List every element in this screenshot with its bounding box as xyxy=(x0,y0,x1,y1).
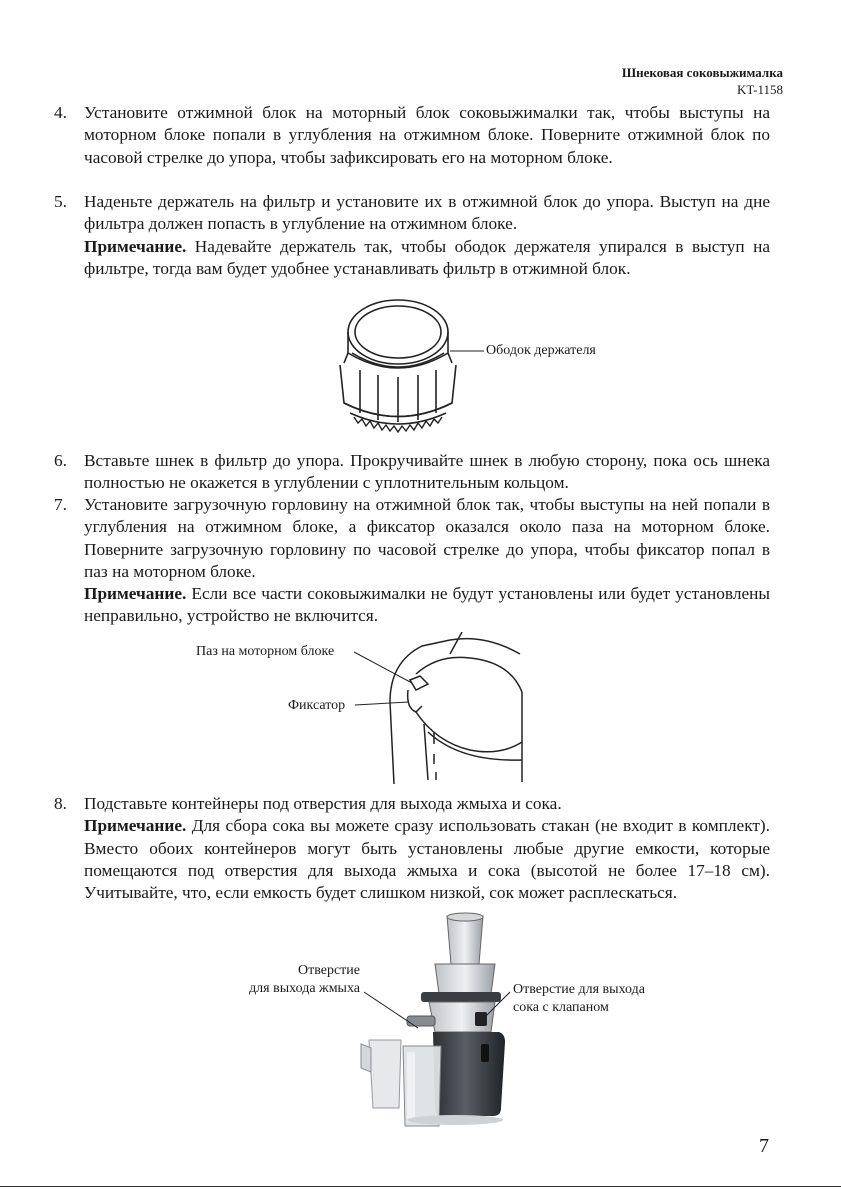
step-number: 5. xyxy=(54,192,67,211)
step-7 xyxy=(54,494,770,628)
slot-label: Паз на моторном блоке xyxy=(196,644,335,659)
step-text: Вставьте шнек в фильтр до упора. Прокручивайте шнек в любую сторону, пока ось шнека полностью не окажется в углублении с уплотнительным кольцом. xyxy=(84,451,770,493)
model-number: KT-1158 xyxy=(737,82,783,97)
note-label: Примечание. xyxy=(84,816,187,836)
step-text: Установите загрузочную горловину на отжимной блок так, чтобы выступы на ней попали в углубления на отжимном блоке, а фиксатор оказался около паза на моторном блоке. Поверните загрузочную горловину по часовой стрелке до упора, чтобы фиксатор попал в паз на моторном блоке. xyxy=(84,495,770,581)
holder-leader-line xyxy=(450,349,484,353)
step-note xyxy=(84,815,770,904)
step-4 xyxy=(54,102,770,169)
note-text: Надевайте держатель так, чтобы ободок держателя упирался в выступ на фильтре, тогда вам будет удобнее устанавливать фильтр в отжимной блок. xyxy=(84,236,770,278)
note-text: Если все части соковыжималки не будут установлены или будет установлены неправильно, устройство не включится. xyxy=(84,584,770,626)
juice-label-line1: Отверстие для выхода xyxy=(513,982,645,997)
step-note xyxy=(84,236,770,281)
step-number: 6. xyxy=(54,451,67,470)
juice-outlet-label xyxy=(513,981,645,1017)
pulp-label-line2: для выхода жмыха xyxy=(249,981,360,996)
step-text: Наденьте держатель на фильтр и установите их в отжимной блок до упора. Выступ на дне фильтра должен попасть в углубление на отжимном блоке. xyxy=(84,192,770,234)
step-number: 4. xyxy=(54,103,67,122)
step-8 xyxy=(54,793,770,904)
product-name: Шнековая соковыжималка xyxy=(621,65,783,80)
page-number: 7 xyxy=(759,1135,769,1157)
step-text: Подставьте контейнеры под отверстия для выхода жмыха и сока. xyxy=(84,794,562,813)
step-6 xyxy=(54,450,770,495)
holder-rim-label: Ободок держателя xyxy=(486,343,596,358)
latch-label: Фиксатор xyxy=(288,698,346,713)
note-text: Для сбора сока вы можете сразу использовать стакан (не входит в комплект). Вместо обоих контейнеров могут быть установлены любые другие емкости, которые помещаются под отверстия для выхода жмыха и сока (высотой не более 17–18 см). Учитывайте, что, если емкость будет слишком низкой, сок может расплескаться. xyxy=(84,816,770,903)
slot-leader-line xyxy=(352,650,414,685)
juice-label-line2: сока с клапаном xyxy=(513,1000,609,1015)
step-note xyxy=(84,583,770,628)
step-number: 7. xyxy=(54,495,67,514)
holder-illustration xyxy=(330,295,470,445)
note-label: Примечание. xyxy=(84,236,187,256)
pulp-label-line1: Отверстие xyxy=(297,963,360,978)
pulp-outlet-label xyxy=(230,962,360,998)
bottom-rule xyxy=(0,1186,841,1187)
note-label: Примечание. xyxy=(84,584,187,604)
step-text: Установите отжимной блок на моторный блок соковыжималки так, чтобы выступы на моторном блоке попали в углубления на отжимном блоке. Поверните отжимной блок по часовой стрелке до упора, чтобы зафиксировать его на моторном блоке. xyxy=(84,103,770,167)
step-5 xyxy=(54,191,770,280)
pulp-leader-line xyxy=(362,990,420,1030)
page-header xyxy=(622,64,783,98)
juice-leader-line xyxy=(478,990,512,1024)
latch-leader-line xyxy=(355,700,409,708)
step-number: 8. xyxy=(54,794,67,813)
